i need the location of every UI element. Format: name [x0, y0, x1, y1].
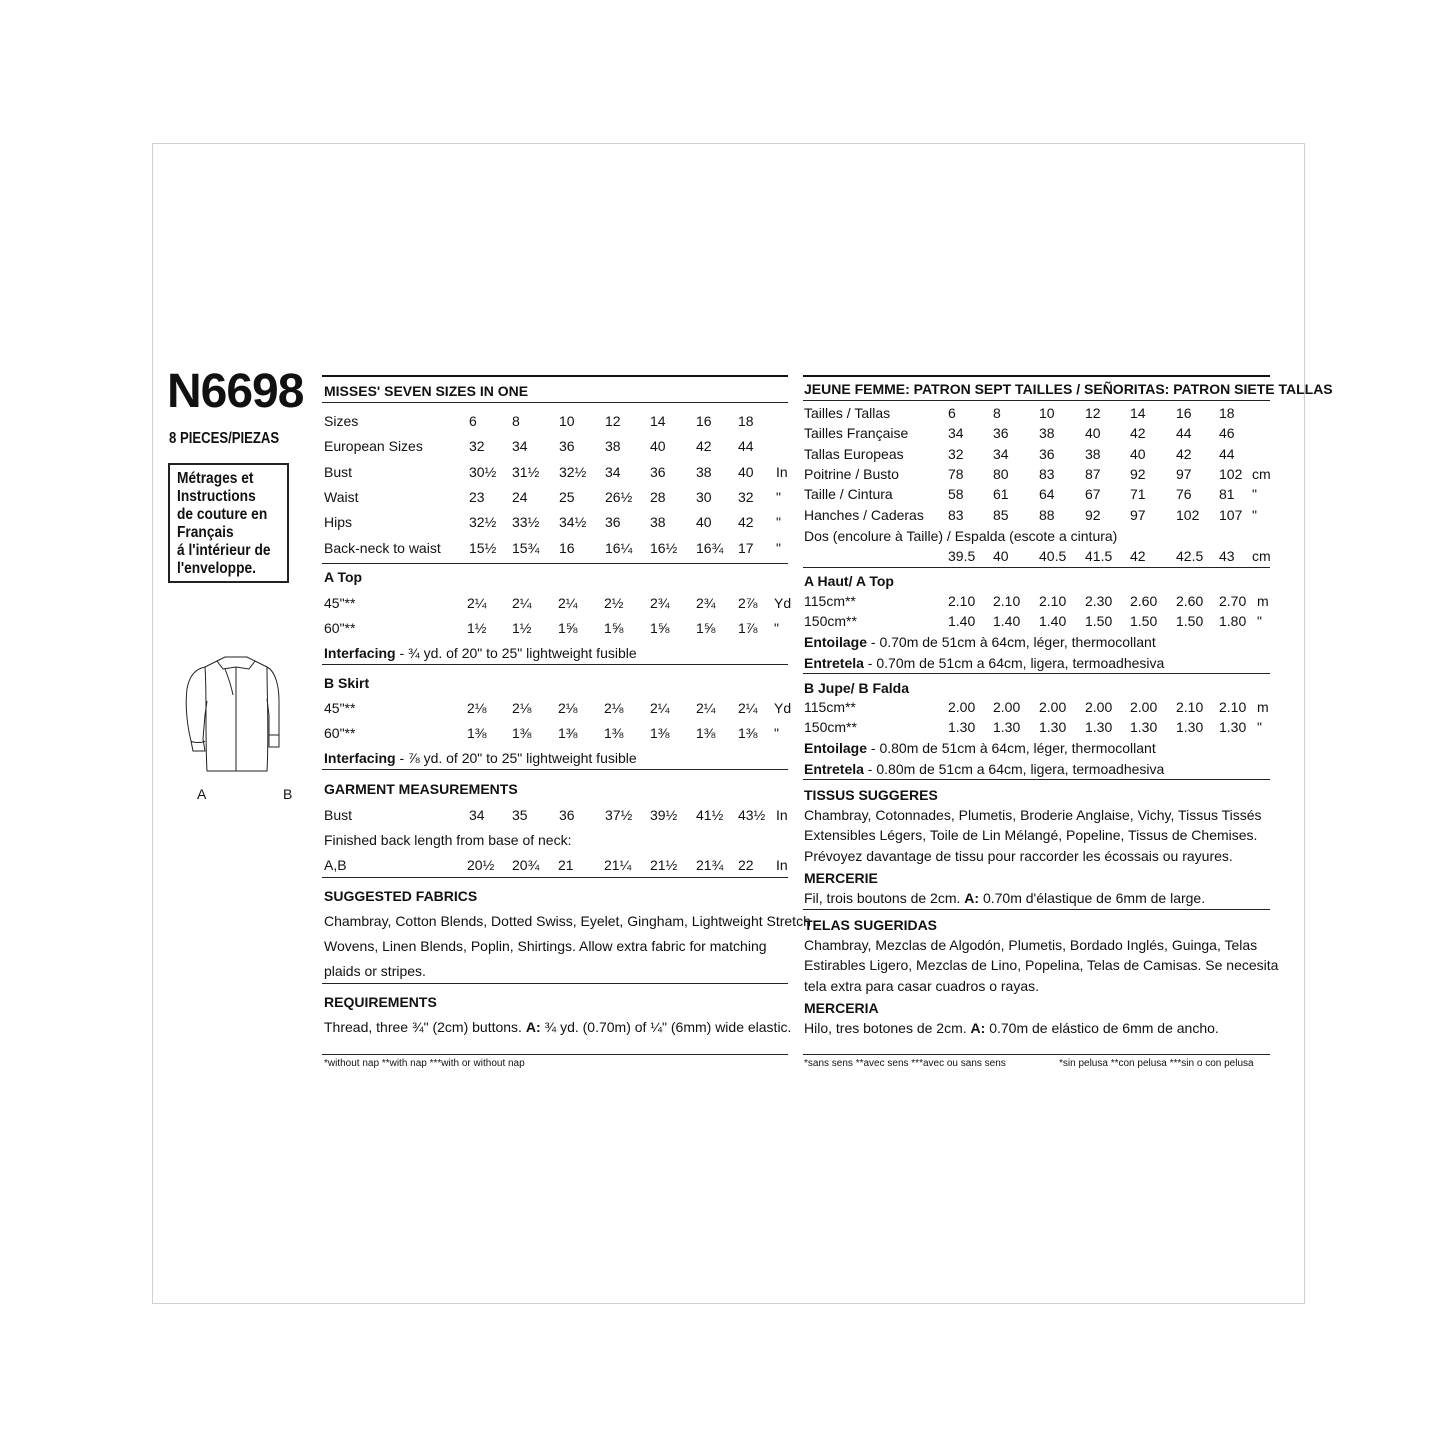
table-cell: 42: [696, 438, 712, 455]
a-top-heading: A Top: [324, 569, 363, 585]
fabrics-line: plaids or stripes.: [324, 963, 426, 979]
table-cell: 16: [1176, 405, 1192, 421]
table-cell: 102: [1219, 465, 1243, 482]
table-cell: 1½: [467, 620, 487, 636]
table-cell: 1⅝: [558, 620, 578, 636]
table-cell: 1.40: [948, 613, 976, 629]
row-unit: cm: [1252, 548, 1271, 564]
table-cell: 17: [738, 539, 754, 556]
garment-sketch-icon: [175, 655, 293, 773]
table-cell: 2⅛: [558, 700, 578, 716]
table-cell: 39½: [650, 807, 678, 823]
table-cell: 97: [1130, 506, 1146, 523]
table-cell: 12: [605, 413, 621, 429]
table-cell: 81: [1219, 486, 1235, 503]
table-cell: 1⅜: [650, 725, 670, 741]
row-label: Taille / Cintura: [804, 486, 893, 503]
table-cell: 6: [948, 405, 956, 421]
row-label: Tailles / Tallas: [804, 405, 891, 421]
table-cell: 2¼: [558, 595, 578, 611]
row-unit: ": [1257, 613, 1262, 629]
table-cell: 97: [1176, 465, 1192, 482]
table-cell: 43½: [738, 807, 766, 823]
table-cell: 15½: [469, 539, 497, 556]
table-cell: 67: [1085, 486, 1101, 503]
b-entoilage: Entoilage - 0.80m de 51cm à 64cm, léger, thermocollant: [804, 740, 1156, 756]
table-cell: 16¼: [605, 539, 633, 556]
table-cell: 30½: [469, 463, 497, 480]
telas-line: Estirables Ligero, Mezclas de Lino, Popelina, Telas de Camisas. Se necesita: [804, 957, 1279, 973]
row-label: A,B: [324, 857, 347, 873]
table-cell: 12: [1085, 405, 1101, 421]
table-cell: 85: [993, 506, 1009, 523]
suggested-fabrics-heading: SUGGESTED FABRICS: [324, 888, 478, 904]
table-cell: 46: [1219, 425, 1235, 442]
row-unit: In: [776, 807, 788, 823]
spanish-footnote: *sin pelusa **con pelusa ***sin o con pelusa: [1059, 1058, 1254, 1069]
row-unit: m: [1257, 699, 1269, 715]
table-cell: 2¾: [696, 595, 716, 611]
table-cell: 21¼: [604, 857, 632, 873]
row-label: Bust: [324, 807, 353, 823]
table-cell: 88: [1039, 506, 1055, 523]
telas-line: Chambray, Mezclas de Algodón, Plumetis, Bordado Inglés, Guinga, Telas: [804, 937, 1258, 953]
view-a-label: A: [197, 786, 207, 802]
table-cell: 1⅜: [467, 725, 487, 741]
fr-a-top-heading: A Haut/ A Top: [804, 573, 894, 589]
table-cell: 2¼: [512, 595, 532, 611]
table-cell: 2.10: [948, 593, 976, 609]
pattern-number: N6698: [167, 365, 304, 418]
table-cell: 41.5: [1085, 548, 1113, 564]
table-cell: 92: [1085, 506, 1101, 523]
table-cell: 43: [1219, 548, 1235, 564]
rule: [803, 1054, 1270, 1055]
row-unit: Yd: [774, 595, 792, 611]
rule: [322, 983, 788, 984]
table-cell: 1.40: [993, 613, 1021, 629]
french-title: JEUNE FEMME: PATRON SEPT TAILLES / SEÑORITAS: PATRON SIETE TALLAS: [804, 381, 1333, 397]
row-label: 115cm**: [804, 593, 856, 609]
table-cell: 1.30: [1085, 719, 1113, 735]
table-cell: 83: [948, 506, 964, 523]
table-cell: 8: [512, 413, 520, 429]
table-cell: 44: [1219, 445, 1235, 462]
table-cell: 2⅞: [738, 595, 758, 611]
table-cell: 1⅜: [604, 725, 624, 741]
row-label: 45"**: [324, 595, 356, 611]
table-cell: 36: [650, 463, 666, 480]
fabrics-line: Wovens, Linen Blends, Poplin, Shirtings. Allow extra fabric for matching: [324, 938, 767, 954]
table-cell: 36: [559, 807, 575, 823]
table-cell: 42.5: [1176, 548, 1204, 564]
b-interfacing: Interfacing - ⅞ yd. of 20" to 25" lightweight fusible: [324, 750, 637, 766]
table-cell: 30: [696, 488, 712, 505]
table-cell: 36: [993, 425, 1009, 442]
table-cell: 16: [696, 413, 712, 429]
table-cell: 83: [1039, 465, 1055, 482]
table-cell: 38: [605, 438, 621, 455]
table-cell: 1.80: [1219, 613, 1247, 629]
table-cell: 39.5: [948, 548, 976, 564]
rule: [322, 563, 788, 564]
table-cell: 32½: [469, 514, 497, 531]
fr-b-skirt-heading: B Jupe/ B Falda: [804, 680, 910, 696]
table-cell: 41½: [696, 807, 724, 823]
table-cell: 1⅜: [738, 725, 758, 741]
a-entoilage: Entoilage - 0.70m de 51cm à 64cm, léger, thermocollant: [804, 634, 1156, 650]
table-cell: 2.10: [1219, 699, 1247, 715]
table-cell: 44: [738, 438, 754, 455]
table-cell: 32: [738, 488, 754, 505]
table-cell: 42: [1130, 425, 1146, 442]
b-entretela: Entretela - 0.80m de 51cm a 64cm, ligera, termoadhesiva: [804, 761, 1165, 777]
table-cell: 37½: [605, 807, 633, 823]
english-title: MISSES' SEVEN SIZES IN ONE: [324, 383, 529, 399]
table-cell: 31½: [512, 463, 540, 480]
a-entretela: Entretela - 0.70m de 51cm a 64cm, ligera, termoadhesiva: [804, 655, 1165, 671]
tissus-line: Extensibles Légers, Toile de Lin Mélangé, Popeline, Tissus de Chemises.: [804, 827, 1258, 843]
table-cell: 2.00: [1039, 699, 1067, 715]
rule: [322, 375, 788, 377]
table-cell: 1⅝: [696, 620, 716, 636]
table-cell: 2.00: [948, 699, 976, 715]
row-unit: ": [774, 620, 779, 636]
table-cell: 22: [738, 857, 754, 873]
rule: [322, 402, 788, 403]
table-cell: 2¼: [467, 595, 487, 611]
table-cell: 1⅜: [558, 725, 578, 741]
table-cell: 32: [948, 445, 964, 462]
row-label: Bust: [324, 463, 353, 480]
table-cell: 1⅞: [738, 620, 758, 636]
table-cell: 28: [650, 488, 666, 505]
fabrics-line: Chambray, Cotton Blends, Dotted Swiss, Eyelet, Gingham, Lightweight Stretch: [324, 913, 811, 929]
row-unit: ": [776, 539, 781, 556]
table-cell: 40: [738, 463, 754, 480]
table-cell: 20½: [467, 857, 495, 873]
table-cell: 21½: [650, 857, 678, 873]
french-box-line: Métrages et: [177, 470, 254, 487]
table-cell: 2¾: [650, 595, 670, 611]
french-box-line: Français: [177, 524, 234, 541]
table-cell: 102: [1176, 506, 1200, 523]
row-label: Hips: [324, 514, 353, 531]
rule: [803, 375, 1270, 377]
table-cell: 1.30: [1176, 719, 1204, 735]
table-cell: 42: [1176, 445, 1192, 462]
french-box-line: Instructions: [177, 488, 256, 505]
table-cell: 78: [948, 465, 964, 482]
row-label: 60"**: [324, 620, 356, 636]
table-cell: 1⅜: [512, 725, 532, 741]
table-cell: 1.30: [1130, 719, 1158, 735]
table-cell: 21: [558, 857, 574, 873]
row-label: 150cm**: [804, 613, 857, 629]
rule: [803, 779, 1270, 780]
table-cell: 16¾: [696, 539, 724, 556]
table-cell: 14: [650, 413, 666, 429]
table-cell: 44: [1176, 425, 1192, 442]
rule: [322, 769, 788, 770]
table-cell: 16: [559, 539, 575, 556]
table-cell: 40.5: [1039, 548, 1067, 564]
table-cell: 8: [993, 405, 1001, 421]
english-footnote: *without nap **with nap ***with or without nap: [324, 1058, 525, 1069]
table-cell: 2.30: [1085, 593, 1113, 609]
rule: [803, 673, 1270, 674]
table-cell: 34: [993, 445, 1009, 462]
table-cell: 40: [993, 548, 1009, 564]
table-cell: 71: [1130, 486, 1146, 503]
table-cell: 1.50: [1176, 613, 1204, 629]
view-b-label: B: [283, 786, 293, 802]
table-cell: 2.10: [993, 593, 1021, 609]
table-cell: 36: [1039, 445, 1055, 462]
mercerie-heading: MERCERIE: [804, 870, 878, 886]
table-cell: 2¼: [696, 700, 716, 716]
row-label: Back-neck to waist: [324, 539, 441, 556]
merceria-text: Hilo, tres botones de 2cm. A: 0.70m de elástico de 6mm de ancho.: [804, 1020, 1219, 1036]
row-label: 150cm**: [804, 719, 857, 735]
rule: [322, 877, 788, 878]
table-cell: 2⅛: [467, 700, 487, 716]
tissus-line: Chambray, Cotonnades, Plumetis, Broderie Anglaise, Vichy, Tissus Tissés: [804, 807, 1262, 823]
table-cell: 16½: [650, 539, 678, 556]
row-unit: ": [776, 488, 781, 505]
finished-back-length: Finished back length from base of neck:: [324, 832, 572, 848]
table-cell: 61: [993, 486, 1009, 503]
rule: [803, 400, 1270, 401]
french-box-line: á l'intérieur de: [177, 542, 271, 559]
row-unit: m: [1257, 593, 1269, 609]
table-cell: 1.30: [1219, 719, 1247, 735]
row-label: Hanches / Caderas: [804, 506, 924, 523]
table-cell: 2.10: [1039, 593, 1067, 609]
table-cell: 2.00: [1130, 699, 1158, 715]
table-cell: 18: [1219, 405, 1235, 421]
table-cell: 1.30: [1039, 719, 1067, 735]
row-label: Tallas Europeas: [804, 445, 904, 462]
row-unit: ": [1257, 719, 1262, 735]
table-cell: 1.30: [948, 719, 976, 735]
table-cell: 107: [1219, 506, 1243, 523]
row-label: European Sizes: [324, 438, 423, 455]
tissus-line: Prévoyez davantage de tissu pour raccorder les écossais ou rayures.: [804, 848, 1233, 864]
a-interfacing: Interfacing - ¾ yd. of 20" to 25" lightweight fusible: [324, 645, 637, 661]
table-cell: 2¼: [650, 700, 670, 716]
table-cell: 2¼: [738, 700, 758, 716]
table-cell: 42: [738, 514, 754, 531]
row-label: 115cm**: [804, 699, 856, 715]
table-cell: 34: [605, 463, 621, 480]
table-cell: 14: [1130, 405, 1146, 421]
table-cell: 15¾: [512, 539, 540, 556]
table-cell: 26½: [605, 488, 633, 505]
table-cell: 58: [948, 486, 964, 503]
table-cell: 38: [650, 514, 666, 531]
table-cell: 23: [469, 488, 485, 505]
table-cell: 2.00: [993, 699, 1021, 715]
row-label: Tailles Française: [804, 425, 909, 442]
table-cell: 42: [1130, 548, 1146, 564]
telas-line: tela extra para casar cuadros o rayas.: [804, 978, 1040, 994]
row-unit: In: [776, 857, 788, 873]
table-cell: 35: [512, 807, 528, 823]
table-cell: 1.50: [1085, 613, 1113, 629]
french-box-line: l'enveloppe.: [177, 560, 256, 577]
pieces-count: 8 PIECES/PIEZAS: [169, 430, 280, 447]
row-label: 60"**: [324, 725, 356, 741]
table-cell: 34½: [559, 514, 587, 531]
table-cell: 1.50: [1130, 613, 1158, 629]
row-unit: ": [1252, 486, 1257, 503]
table-cell: 34: [469, 807, 485, 823]
table-cell: 76: [1176, 486, 1192, 503]
table-cell: 38: [1085, 445, 1101, 462]
table-cell: 40: [1130, 445, 1146, 462]
rule: [322, 664, 788, 665]
table-cell: 32: [469, 438, 485, 455]
row-label: Waist: [324, 488, 359, 505]
table-cell: 2.60: [1130, 593, 1158, 609]
row-label: Sizes: [324, 413, 359, 429]
telas-heading: TELAS SUGERIDAS: [804, 917, 938, 933]
row-unit: ": [1252, 506, 1257, 523]
rule: [322, 1054, 788, 1055]
table-cell: 40: [1085, 425, 1101, 442]
table-cell: 10: [559, 413, 575, 429]
table-cell: 1.30: [993, 719, 1021, 735]
mercerie-text: Fil, trois boutons de 2cm. A: 0.70m d'élastique de 6mm de large.: [804, 890, 1206, 906]
table-cell: 20¾: [512, 857, 540, 873]
b-skirt-heading: B Skirt: [324, 675, 370, 691]
table-cell: 32½: [559, 463, 587, 480]
table-cell: 2.60: [1176, 593, 1204, 609]
rule: [803, 567, 1270, 568]
table-cell: 2½: [604, 595, 624, 611]
table-cell: 2⅛: [604, 700, 624, 716]
table-cell: 2⅛: [512, 700, 532, 716]
dos-label: Dos (encolure à Taille) / Espalda (escote a cintura): [804, 528, 1118, 544]
table-cell: 2.00: [1085, 699, 1113, 715]
row-unit: In: [776, 463, 788, 480]
table-cell: 21¾: [696, 857, 724, 873]
row-label: 45"**: [324, 700, 356, 716]
table-cell: 36: [559, 438, 575, 455]
french-footnote: *sans sens **avec sens ***avec ou sans sens: [804, 1058, 1006, 1069]
french-box-line: de couture en: [177, 506, 268, 523]
table-cell: 1.40: [1039, 613, 1067, 629]
table-cell: 92: [1130, 465, 1146, 482]
table-cell: 64: [1039, 486, 1055, 503]
table-cell: 36: [605, 514, 621, 531]
table-cell: 1⅝: [650, 620, 670, 636]
table-cell: 25: [559, 488, 575, 505]
table-cell: 34: [512, 438, 528, 455]
table-cell: 33½: [512, 514, 540, 531]
row-unit: cm: [1252, 465, 1271, 482]
french-instructions-box: [168, 463, 289, 583]
table-cell: 1⅜: [696, 725, 716, 741]
table-cell: 1½: [512, 620, 532, 636]
table-cell: 10: [1039, 405, 1055, 421]
table-cell: 34: [948, 425, 964, 442]
table-cell: 40: [696, 514, 712, 531]
table-cell: 38: [696, 463, 712, 480]
merceria-heading: MERCERIA: [804, 1000, 879, 1016]
table-cell: 1⅝: [604, 620, 624, 636]
table-cell: 38: [1039, 425, 1055, 442]
table-cell: 2.10: [1176, 699, 1204, 715]
table-cell: 6: [469, 413, 477, 429]
garment-measurements-heading: GARMENT MEASUREMENTS: [324, 781, 518, 797]
row-unit: ": [776, 514, 781, 531]
table-cell: 24: [512, 488, 528, 505]
tissus-heading: TISSUS SUGGERES: [804, 787, 938, 803]
row-unit: ": [774, 725, 779, 741]
table-cell: 40: [650, 438, 666, 455]
rule: [803, 909, 1270, 910]
row-label: Poitrine / Busto: [804, 465, 899, 482]
row-unit: Yd: [774, 700, 792, 716]
table-cell: 2.70: [1219, 593, 1247, 609]
table-cell: 87: [1085, 465, 1101, 482]
requirements-text: Thread, three ¾" (2cm) buttons. A: ¾ yd. (0.70m) of ¼" (6mm) wide elastic.: [324, 1019, 792, 1035]
table-cell: 80: [993, 465, 1009, 482]
table-cell: 18: [738, 413, 754, 429]
requirements-heading: REQUIREMENTS: [324, 994, 437, 1010]
